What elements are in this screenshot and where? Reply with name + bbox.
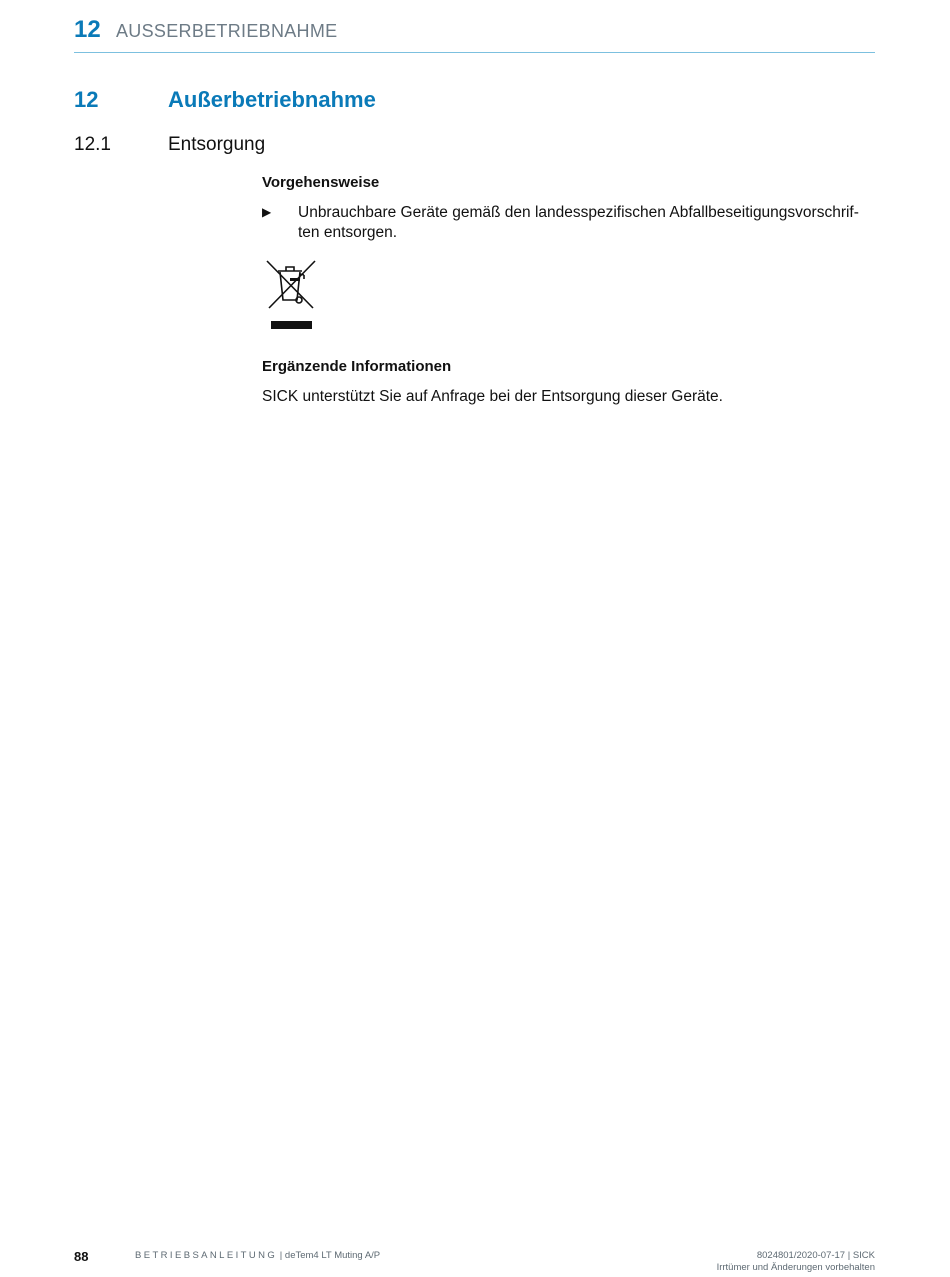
running-header: [74, 14, 875, 53]
header-chapter-number: 12: [74, 16, 101, 43]
section-title: Außerbetriebnahme: [168, 87, 376, 112]
weee-crossed-bin-icon: [264, 258, 320, 332]
bullet-arrow-icon: ▶: [262, 205, 272, 219]
footer-disclaimer: Irrtümer und Änderungen vorbehalten: [716, 1262, 875, 1273]
footer-document-info: [135, 1250, 380, 1261]
footer-right: [717, 1250, 875, 1274]
subsection-number: 12.1: [74, 134, 111, 155]
header-chapter-title: AUSSERBETRIEBNAHME: [116, 21, 338, 41]
footer-doc-id: 8024801/2020-07-17 | SICK: [756, 1250, 875, 1261]
footer-doc-type: BETRIEBSANLEITUNG: [135, 1250, 278, 1261]
footer-product: deTem4 LT Muting A/P: [284, 1250, 381, 1261]
footer-separator: |: [279, 1250, 283, 1261]
additional-info-label: Ergänzende Informationen: [262, 358, 452, 375]
additional-info-text: SICK unterstützt Sie auf Anfrage bei der Entsorgung dieser Geräte.: [262, 388, 723, 405]
procedure-step: [298, 203, 873, 243]
procedure-label: Vorgehensweise: [262, 174, 380, 191]
procedure-step-text: Unbrauchbare Geräte gemäß den landesspezifischen Abfallbeseitigungsvorschrif- ten entsorgen.: [298, 204, 859, 241]
page-number: 88: [74, 1249, 89, 1264]
section-number: 12: [74, 87, 99, 112]
subsection-title: Entsorgung: [168, 134, 266, 155]
